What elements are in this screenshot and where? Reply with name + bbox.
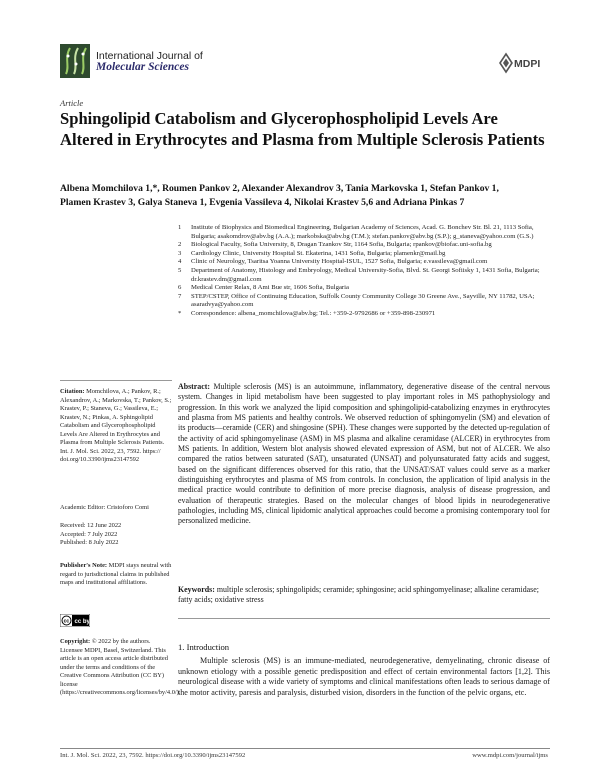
- affiliation-item: [178, 293, 550, 310]
- affiliation-item: [178, 284, 550, 293]
- footer-journal-url[interactable]: www.mdpi.com/journal/ijms: [472, 752, 548, 759]
- abstract-divider: [178, 618, 550, 619]
- affiliation-text: Cardiology Clinic, University Hospital St. Ekaterina, 1431 Sofia, Bulgaria; plamenkr@mail.bg: [191, 249, 446, 257]
- cc-by-license-icon: [60, 614, 90, 627]
- keywords-text: multiple sclerosis; sphingolipids; ceramide; sphingosine; acid sphingomyelinase; alkaline ceramidase; fatty acids; oxidative stress: [178, 585, 539, 605]
- received-date: Received: 12 June 2022: [60, 522, 122, 529]
- published-date: Published: 8 July 2022: [60, 539, 119, 546]
- affiliation-mark: 3: [178, 249, 182, 257]
- citation-block: [60, 388, 172, 465]
- affiliation-text: Institute of Biophysics and Biomedical Engineering, Bulgarian Academy of Sciences, Acad. G. Bonchev Str. Bl. 21, 1113 Sofia, Bulgaria; asakomdrov@abv.bg (A.A.); markobska@abv.bg (T.M.); stefan.pankov@abv.bg (S.P.); g_staneva@yahoo.com (G.S.): [191, 224, 534, 240]
- journal-logo-icon: [60, 44, 90, 78]
- copyright-label: Copyright:: [60, 638, 91, 645]
- abstract-label: Abstract:: [178, 382, 210, 391]
- journal-name-line2: Molecular Sciences: [96, 61, 189, 73]
- correspondence-text: Correspondence: albena_momchilova@abv.bg; Tel.: +359-2-9792686 or +359-898-230971: [191, 309, 436, 317]
- sidebar-divider: [60, 380, 172, 381]
- copyright-text: © 2022 by the authors. Licensee MDPI, Basel, Switzerland. This article is an open access article distributed under the terms and conditions of the Creative Commons Attribution (CC BY) license (https://creativecommons.org/licenses/by/4.0/).: [60, 638, 181, 696]
- journal-name-line1: International Journal of: [96, 50, 203, 62]
- abstract-text: Multiple sclerosis (MS) is an autoimmune, inflammatory, degenerative disease of the central nervous system. Changes in lipid metabolism have been suggested to play important roles in MS pathophysiology and progression. In this work we analyzed the lipid composition and sphingolipid-catabolizing enzymes in erythrocytes and plasma from MS patients and healthy controls. We observed reduction of sphingomyelin (SM) and elevation of its products—ceramide (CER) and shingosine (SPH). These changes were supported by the detected up-regulation of the activity of acid sphingomyelinase (ASM) in MS plasma and alkaline ceramidase (ALCER) in erythrocytes from MS patients. In addition, Western blot analysis showed elevated expression of ASM, but not of ALCER. We also compared the ratios between saturated (SAT), unsaturated (UNSAT) and polyunsaturated fatty acids and suggest, based on the significant differences observed for this ratio, that the UNSAT/SAT values could serve as a marker distinguishing erythrocytes and plasma of MS from controls. In conclusion, the application of lipid analysis in the medical practice would contribute to definition of more precise diagnosis, analysis of disease progression, and evaluation of therapeutic strategies. Based on the molecular changes of blood lipids in neurodegenerative pathologies, including MS, clinical lipidomic analytical approaches could become a promising contemporary tool for personalized medicine.: [178, 382, 550, 526]
- affiliation-text: Medical Center Relax, 8 Ami Bue str, 1606 Sofia, Bulgaria: [191, 284, 349, 292]
- editor-label: Academic Editor:: [60, 504, 106, 511]
- footer-citation: Int. J. Mol. Sci. 2022, 23, 7592. https://doi.org/10.3390/ijms23147592: [60, 752, 246, 759]
- keywords: [178, 585, 550, 606]
- correspondence: [178, 310, 550, 319]
- citation-text: Momchilova, A.; Pankov, R.; Alexandrov, A.; Markovska, T.; Pankov, S.; Krastev, P.; Staneva, G.; Vassileva, E.; Krastev, N.; Pinkas, A. Sphingolipid Catabolism and Glycerophospholipid Levels Are Altered in Erythrocytes and Plasma from Multiple Sclerosis Patients. Int. J. Mol. Sci. 2022, 23, 7592. https:// doi.org/10.3390/ijms23147592: [60, 388, 172, 463]
- publisher-note: [60, 562, 172, 588]
- article-title: Sphingolipid Catabolism and Glycerophospholipid Levels Are Altered in Erythrocytes and Plasma from Multiple Sclerosis Patients: [60, 109, 545, 149]
- affiliation-item: [178, 241, 550, 250]
- affiliation-item: [178, 224, 550, 241]
- affiliation-item: [178, 258, 550, 267]
- affiliation-mark: 5: [178, 266, 182, 274]
- article-type: Article: [60, 98, 84, 108]
- affiliation-text: STEP/CSTEP, Office of Continuing Education, Suffolk County Community College 30 Greene Ave., Sayville, NY 11782, USA; asaradvya@yahoo.com: [191, 292, 535, 309]
- affiliation-item: [178, 250, 550, 259]
- note-text: MDPI stays neutral with regard to jurisdictional claims in published maps and institutional affiliations.: [60, 562, 172, 586]
- editor-name: Cristoforo Comi: [106, 504, 149, 511]
- affiliation-item: [178, 267, 550, 284]
- section-heading: 1. Introduction: [178, 642, 230, 652]
- mdpi-logo-icon: [498, 51, 542, 75]
- affiliation-mark: 1: [178, 224, 182, 231]
- cc-label: cc by: [74, 618, 90, 625]
- authors-line-1: Albena Momchilova 1,*, Roumen Pankov 2, Alexander Alexandrov 3, Tania Markovska 1, Stefan Pankov 1,: [60, 183, 499, 194]
- affiliation-mark: 4: [178, 258, 182, 266]
- accepted-date: Accepted: 7 July 2022: [60, 530, 118, 538]
- intro-paragraph: Multiple sclerosis (MS) is an immune-mediated, neurodegenerative, demyelinating, chronic disease of unknown etiology with a possible genetic predisposition and effect of certain environmental factors [1,2]. This neurological disease with a wide variety of symptoms and clinical manifestations often leads to serious damage of the motor activity, paresis and paralysis, disturbed vision, disorders in the function of the pelvic organs, etc.: [178, 656, 550, 697]
- footer-divider: [60, 748, 550, 749]
- citation-label: Citation:: [60, 388, 85, 395]
- abstract: [178, 382, 550, 527]
- authors-line-2: Plamen Krastev 3, Galya Staneva 1, Evgenia Vassileva 4, Nikolai Krastev 5,6 and Adriana Pinkas 7: [60, 196, 465, 208]
- copyright-block: [60, 638, 181, 698]
- affiliation-mark: 6: [178, 284, 182, 292]
- affiliation-mark: 7: [178, 292, 182, 300]
- author-list: [60, 182, 540, 209]
- keywords-label: Keywords:: [178, 585, 215, 594]
- academic-editor: [60, 504, 172, 513]
- note-label: Publisher's Note:: [60, 562, 108, 569]
- svg-text:cc: cc: [63, 618, 70, 625]
- journal-name: [96, 51, 203, 73]
- affiliation-text: Biological Faculty, Sofia University, 8, Dragan Tzankov Str, 1164 Sofia, Bulgaria; rpankov@biofac.uni-sofia.bg: [191, 241, 492, 249]
- affiliation-text: Department of Anatomy, Histology and Embryology, Medical University-Sofia, Blvd. St. Georgi Sofiisky 1, 1431 Sofia, Bulgaria; dr.krastev.dm@gmail.com: [191, 266, 540, 283]
- affiliations: [178, 224, 550, 319]
- publisher-name: MDPI: [514, 58, 541, 70]
- dates-block: [60, 522, 172, 548]
- affiliation-mark: 2: [178, 241, 182, 249]
- affiliation-text: Clinic of Neurology, Tsaritsa Yoanna University Hospital-ISUL, 1527 Sofia, Bulgaria; e.vassileva@gmail.com: [191, 258, 488, 266]
- affiliation-mark: *: [178, 309, 182, 317]
